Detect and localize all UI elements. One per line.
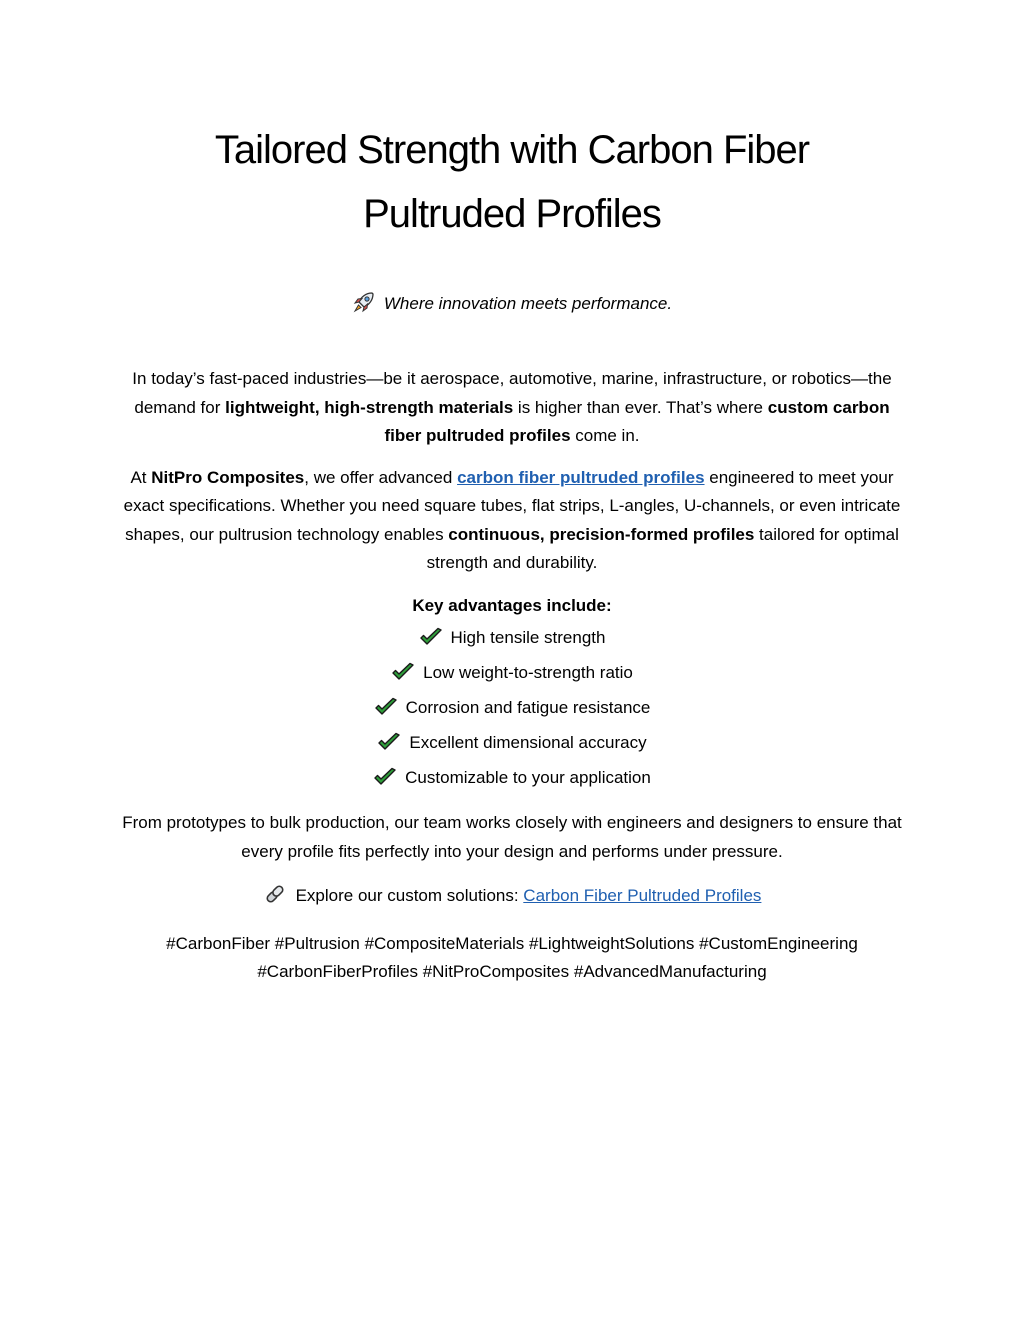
advantage-item	[120, 657, 904, 692]
offer-text-middle-2: engineered to meet your exact specifications. Whether you need square tubes, flat strips, L-angles, U-channels, or even intricate shapes, our pultrusion technology enables	[123, 467, 901, 544]
company-name: NitPro Composites	[151, 467, 305, 487]
check-mark-icon	[373, 766, 397, 797]
rocket-icon	[352, 290, 376, 321]
advantage-text: Corrosion and fatigue resistance	[405, 698, 651, 717]
intro-paragraph	[120, 365, 904, 451]
advantages-list	[120, 622, 904, 797]
explore-text: Explore our custom solutions:	[295, 886, 524, 905]
advantage-text: Customizable to your application	[405, 768, 651, 787]
hashtags	[120, 930, 904, 987]
advantage-item	[120, 692, 904, 727]
tagline	[120, 290, 904, 321]
intro-bold-materials: lightweight, high-strength materials	[225, 397, 514, 417]
check-mark-icon	[374, 696, 398, 727]
carbon-fiber-profiles-link[interactable]: Carbon Fiber Pultruded Profiles	[523, 886, 762, 905]
advantage-text: Low weight-to-strength ratio	[423, 663, 633, 682]
link-chain-icon	[263, 882, 287, 916]
explore-line	[120, 882, 904, 916]
offer-text-start: At	[130, 467, 152, 487]
advantage-text: Excellent dimensional accuracy	[409, 733, 647, 752]
hashtags-line-1: #CarbonFiber #Pultrusion #CompositeMaterials #LightweightSolutions #CustomEngineering	[166, 933, 858, 953]
profiles-link[interactable]: carbon fiber pultruded profiles	[457, 467, 705, 487]
check-mark-icon	[391, 661, 415, 692]
check-mark-icon	[419, 626, 443, 657]
check-mark-icon	[377, 731, 401, 762]
intro-text-middle: is higher than ever. That’s where	[513, 397, 768, 417]
hashtags-line-2: #CarbonFiberProfiles #NitProComposites #AdvancedManufacturing	[257, 962, 767, 981]
intro-bold-profiles: custom carbon fiber pultruded profiles	[384, 397, 890, 445]
advantage-text: High tensile strength	[450, 628, 606, 647]
offer-text-middle-1: , we offer advanced	[304, 467, 458, 487]
advantages-heading: Key advantages include:	[412, 595, 612, 615]
closing-paragraph: From prototypes to bulk production, our team works closely with engineers and designers to ensure that every profile fits perfectly into your design and performs under pressure.	[122, 813, 902, 861]
title-line-1: Tailored Strength with Carbon Fiber	[214, 128, 810, 172]
intro-text-end: come in.	[570, 426, 640, 445]
advantage-item	[120, 727, 904, 762]
offer-text-end: tailored for optimal strength and durability.	[426, 524, 899, 572]
offer-bold-precision: continuous, precision-formed profiles	[448, 524, 755, 544]
title-line-2: Pultruded Profiles	[363, 192, 661, 236]
offer-paragraph	[120, 464, 904, 578]
advantage-item	[120, 762, 904, 797]
page-title	[120, 118, 904, 246]
tagline-text: Where innovation meets performance.	[383, 294, 673, 313]
intro-text-start: In today’s fast-paced industries—be it aerospace, automotive, marine, infrastructure, or robotics—the demand for	[132, 369, 892, 417]
advantage-item	[120, 622, 904, 657]
